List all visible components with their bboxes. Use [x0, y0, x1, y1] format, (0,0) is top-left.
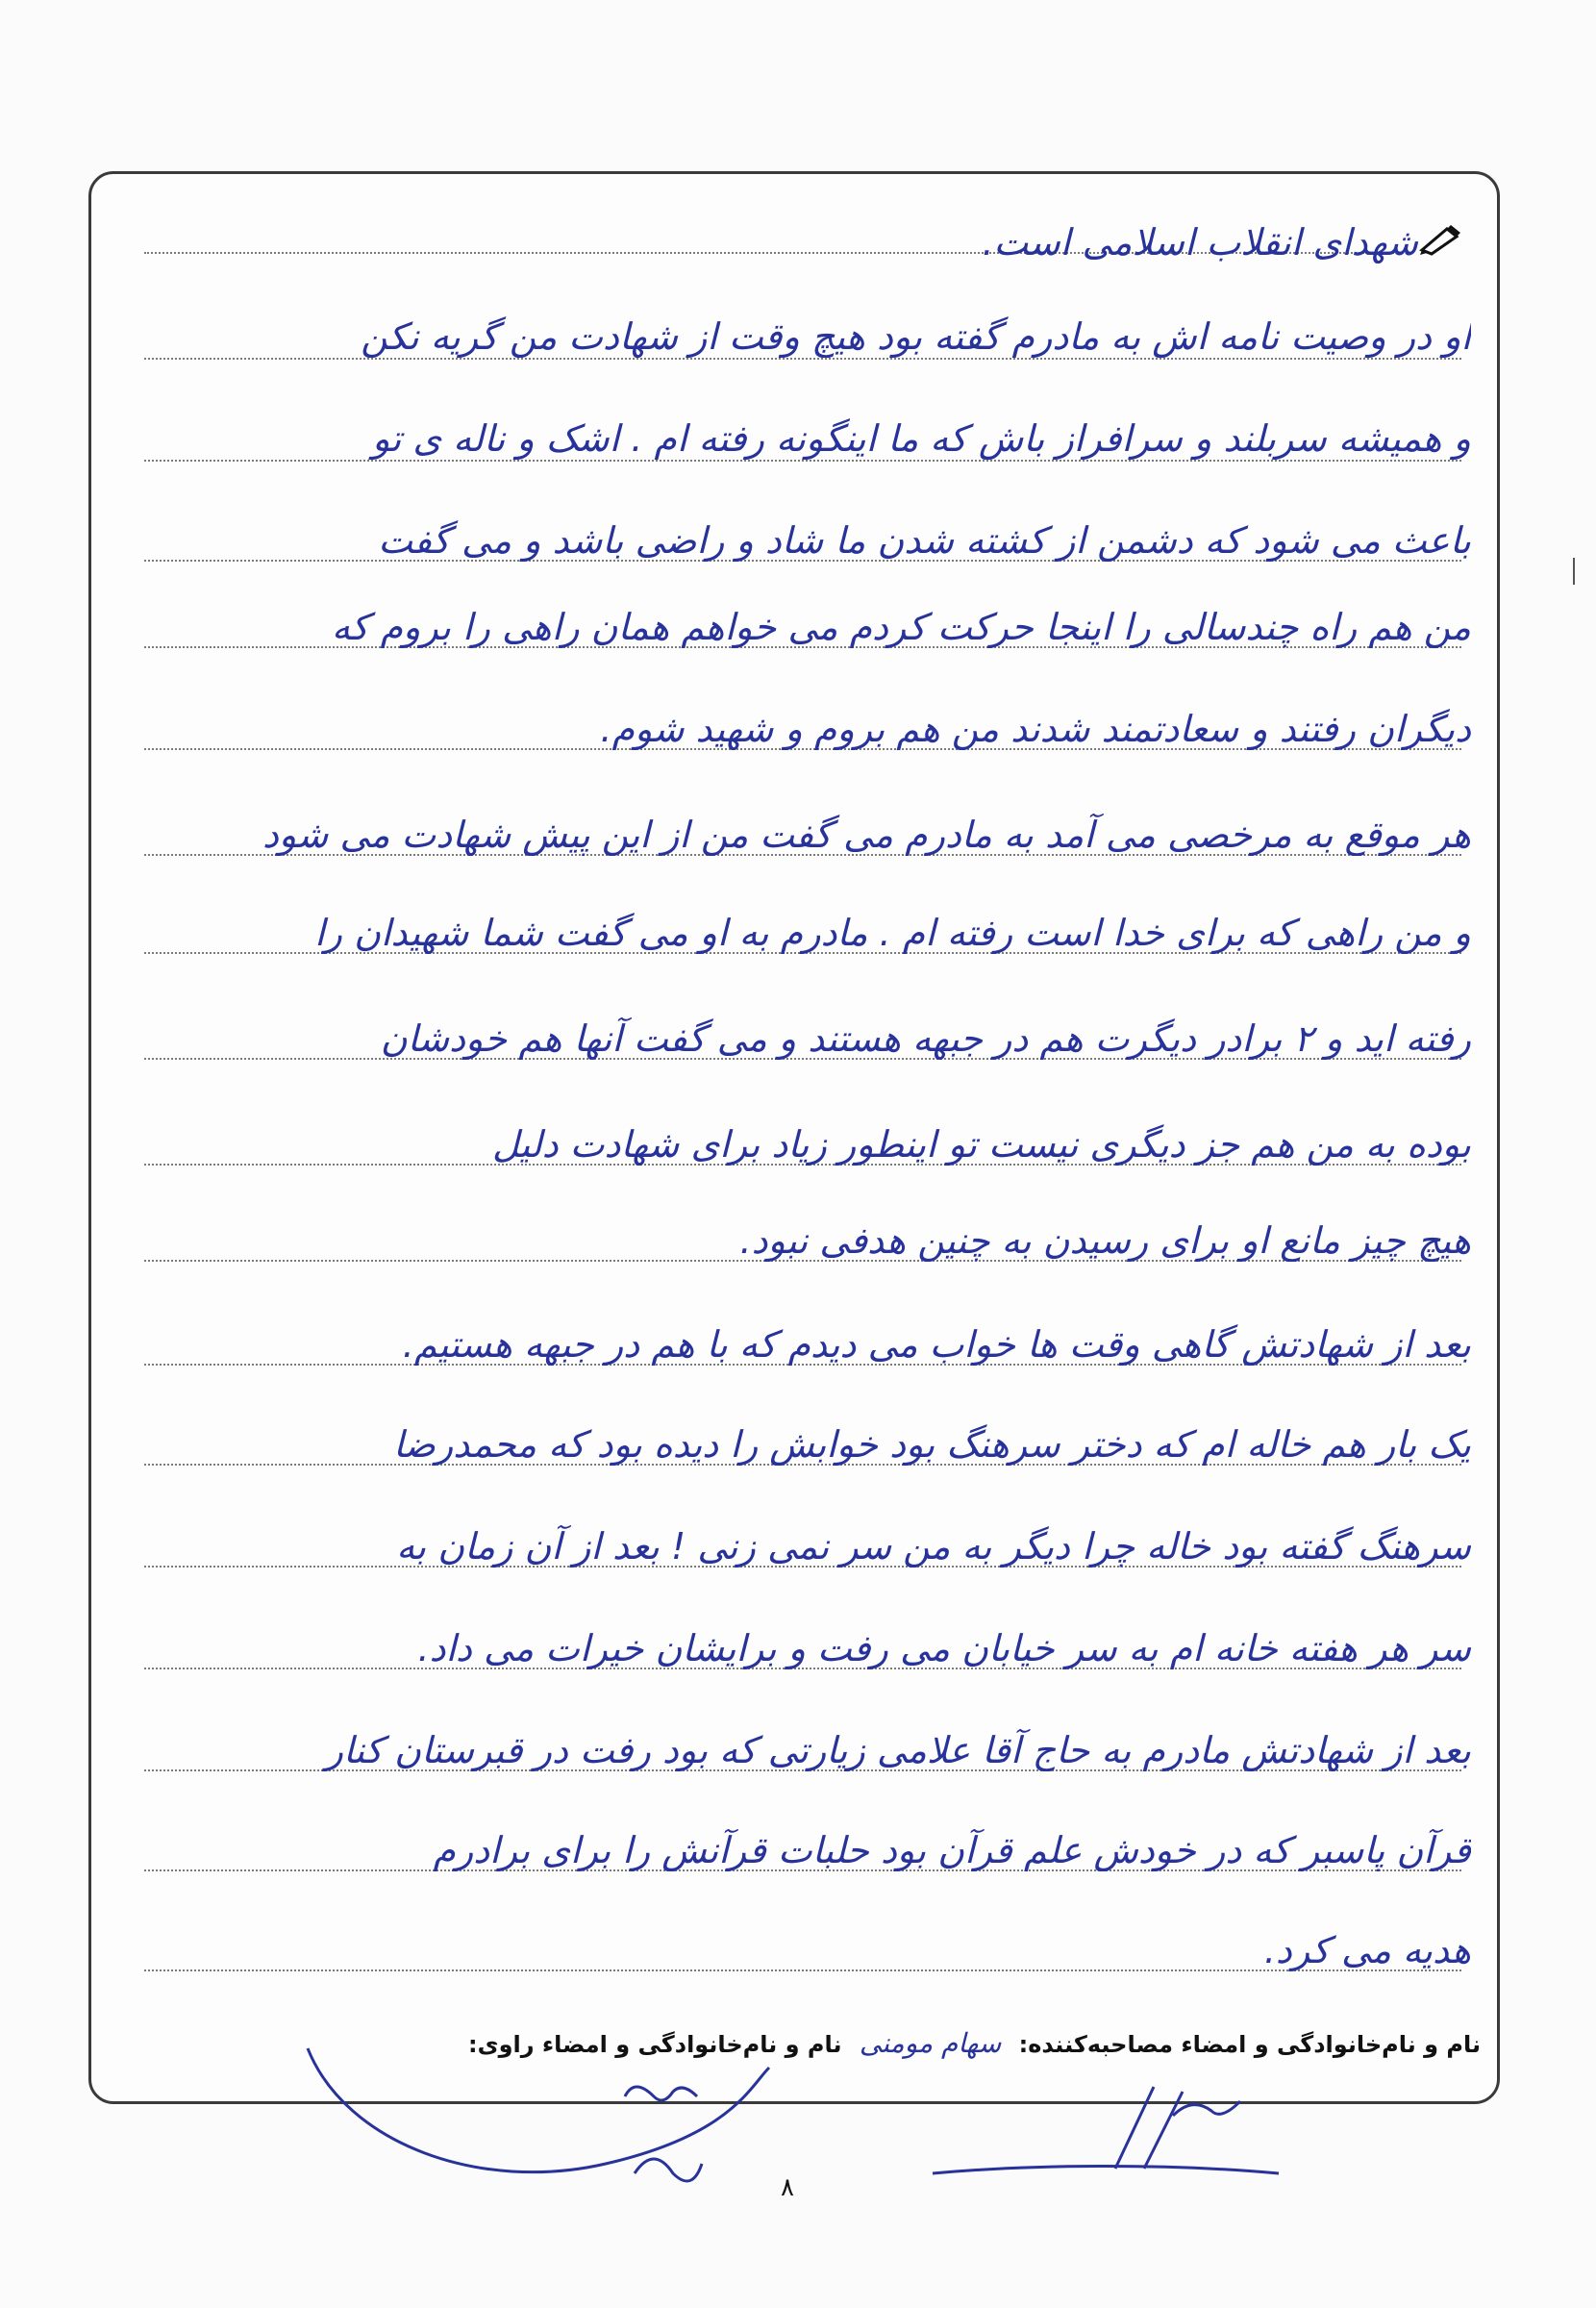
narrator-signature	[923, 2077, 1288, 2193]
binder-mark	[1573, 558, 1584, 585]
handwritten-line: بعد از شهادتش گاهی وقت ها خواب می دیدم که با هم در جبهه هستیم.	[402, 1323, 1471, 1366]
handwritten-line: هدیه می کرد.	[1263, 1929, 1471, 1971]
handwritten-line: و همیشه سربلند و سرافراز باش که ما اینگونه رفته ام . اشک و ناله ی تو	[372, 417, 1471, 460]
pen-icon	[1418, 223, 1462, 256]
handwritten-line: سر هر هفته خانه ام به سر خیابان می رفت و برایشان خیرات می داد.	[417, 1627, 1471, 1669]
handwritten-line: و من راهی که برای خدا است رفته ام . مادرم به او می گفت شما شهیدان را	[314, 912, 1471, 954]
handwritten-line: باعث می شود که دشمن از کشته شدن ما شاد و راضی باشد و می گفت	[378, 519, 1471, 562]
rule-line	[144, 460, 1461, 462]
handwritten-line: هیچ چیز مانع او برای رسیدن به چنین هدفی نبود.	[739, 1219, 1471, 1262]
handwritten-line: سرهنگ گفته بود خاله چرا دیگر به من سر نمی زنی ! بعد از آن زمان به	[396, 1525, 1471, 1568]
handwritten-line: دیگران رفتند و سعادتمند شدند من هم بروم و شهید شوم.	[600, 708, 1471, 750]
handwritten-line: شهدای انقلاب اسلامی است.	[982, 221, 1418, 263]
page-number: ۸	[781, 2173, 794, 2202]
interviewer-signature	[288, 2029, 788, 2202]
handwritten-line: او در وصیت نامه اش به مادرم گفته بود هیچ وقت از شهادت من گریه نکن	[361, 315, 1471, 358]
handwritten-line: قرآن پاسبر که در خودش علم قرآن بود حلبات قرآنش را برای برادرم	[433, 1829, 1471, 1871]
handwritten-line: رفته اید و ۲ برادر دیگرت هم در جبهه هستند و می گفت آنها هم خودشان	[380, 1017, 1471, 1060]
rule-line	[144, 358, 1461, 360]
handwritten-line: بعد از شهادتش مادرم به حاج آقا علامی زیارتی که بود رفت در قبرستان کنار	[325, 1729, 1471, 1771]
handwritten-line: یک بار هم خاله ام که دختر سرهنگ بود خوابش را دیده بود که محمدرضا	[393, 1423, 1471, 1466]
narrator-label: نام و نام‌خانوادگی و امضاء راوی:	[467, 2031, 842, 2058]
interviewer-label: نام و نام‌خانوادگی و امضاء مصاحبه‌کننده:	[1018, 2031, 1481, 2058]
interviewer-name: سهام مومنی	[859, 2027, 1002, 2059]
handwritten-line: هر موقع به مرخصی می آمد به مادرم می گفت من از این پیش شهادت می شود	[262, 814, 1471, 856]
handwritten-line: من هم راه چندسالی را اینجا حرکت کردم می خواهم همان راهی را بروم که	[331, 606, 1471, 648]
handwritten-line: بوده به من هم جز دیگری نیست تو اینطور زیاد برای شهادت دلیل	[491, 1123, 1471, 1166]
